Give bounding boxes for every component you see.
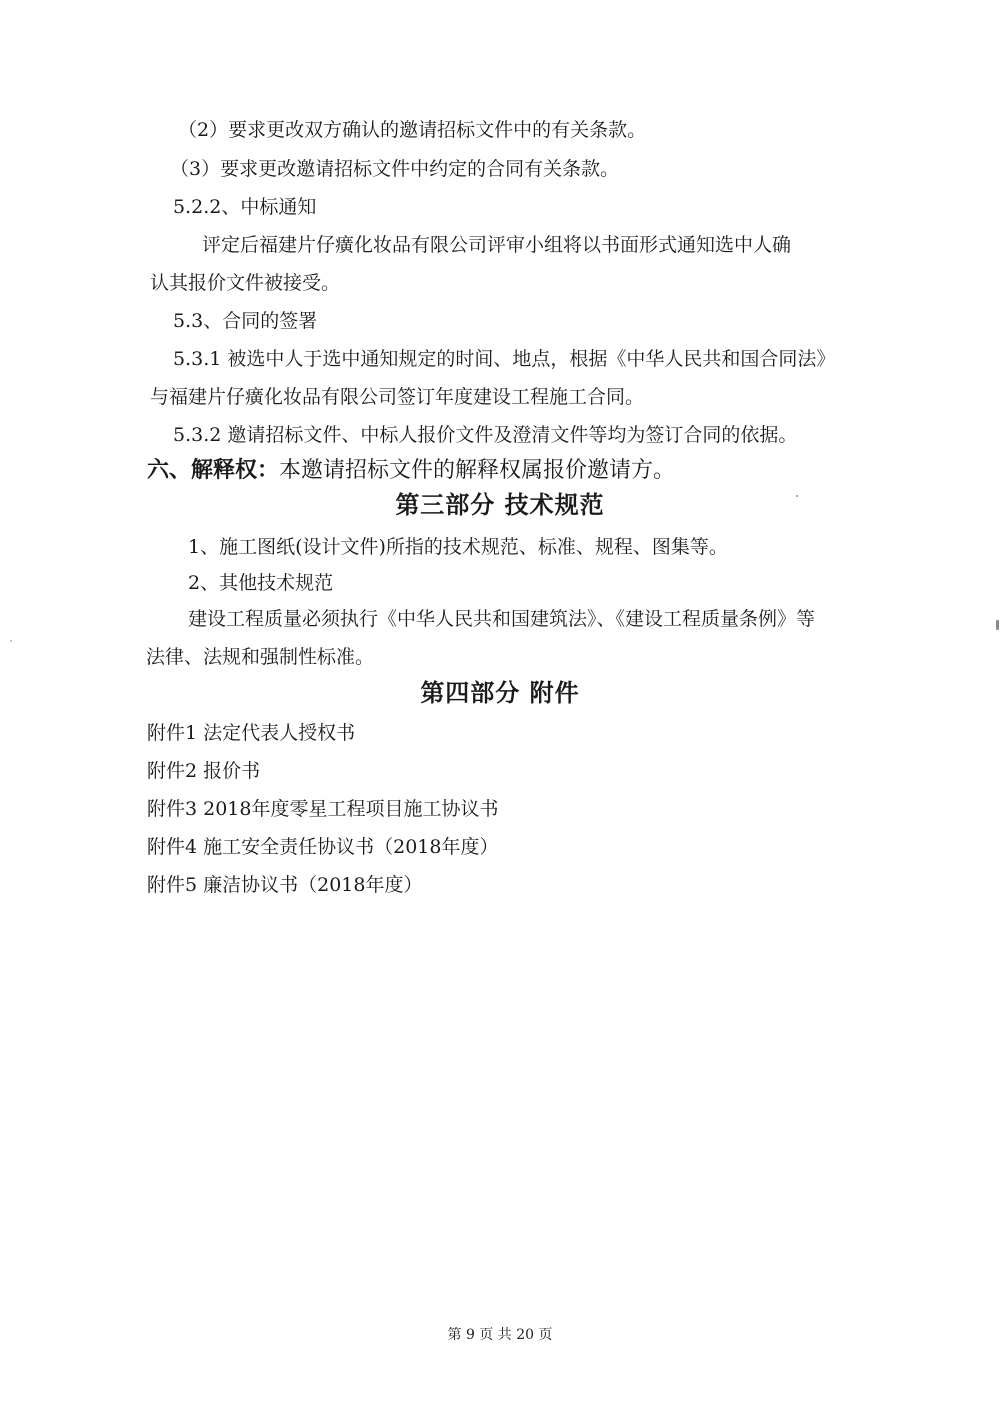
attachment-1: 附件1 法定代表人授权书 bbox=[147, 722, 356, 744]
scan-speck bbox=[10, 640, 12, 642]
text-line-4: 评定后福建片仔癀化妆品有限公司评审小组将以书面形式通知选中人确 bbox=[202, 234, 792, 256]
section-6 bbox=[147, 457, 675, 485]
text-line-8: 与福建片仔癀化妆品有限公司签订年度建设工程施工合同。 bbox=[150, 386, 645, 408]
scan-speck bbox=[796, 495, 798, 497]
text-line-7: 5.3.1 被选中人于选中通知规定的时间、地点，根据《中华人民共和国合同法》 bbox=[173, 348, 836, 370]
page-footer: 第 9 页 共 20 页 bbox=[447, 1327, 553, 1343]
part-4-heading: 第四部分 附件 bbox=[420, 679, 580, 707]
text-line-9: 5.3.2 邀请招标文件、中标人报价文件及澄清文件等均为签订合同的依据。 bbox=[173, 424, 798, 446]
attachment-3: 附件3 2018年度零星工程项目施工协议书 bbox=[147, 798, 499, 820]
text-line-5: 认其报价文件被接受。 bbox=[150, 272, 341, 294]
text-line-1: （2）要求更改双方确认的邀请招标文件中的有关条款。 bbox=[178, 119, 647, 141]
section-6-label: 六、解释权： bbox=[147, 458, 280, 483]
part-3-line-2: 2、其他技术规范 bbox=[188, 572, 334, 594]
text-line-3: 5.2.2、中标通知 bbox=[173, 196, 317, 218]
scan-speck bbox=[996, 620, 999, 630]
part-3-line-3: 建设工程质量必须执行《中华人民共和国建筑法》、《建设工程质量条例》等 bbox=[188, 608, 816, 630]
section-6-text: 本邀请招标文件的解释权属报价邀请方。 bbox=[279, 458, 676, 483]
attachment-4: 附件4 施工安全责任协议书（2018年度） bbox=[147, 836, 499, 858]
attachment-2: 附件2 报价书 bbox=[147, 760, 261, 782]
part-3-line-1: 1、施工图纸(设计文件)所指的技术规范、标准、规程、图集等。 bbox=[188, 536, 728, 558]
part-3-heading: 第三部分 技术规范 bbox=[395, 491, 605, 519]
attachment-5: 附件5 廉洁协议书（2018年度） bbox=[147, 874, 423, 896]
text-line-2: （3）要求更改邀请招标文件中约定的合同有关条款。 bbox=[170, 158, 620, 180]
part-3-line-4: 法律、法规和强制性标准。 bbox=[146, 646, 375, 668]
text-line-6: 5.3、合同的签署 bbox=[173, 310, 318, 332]
